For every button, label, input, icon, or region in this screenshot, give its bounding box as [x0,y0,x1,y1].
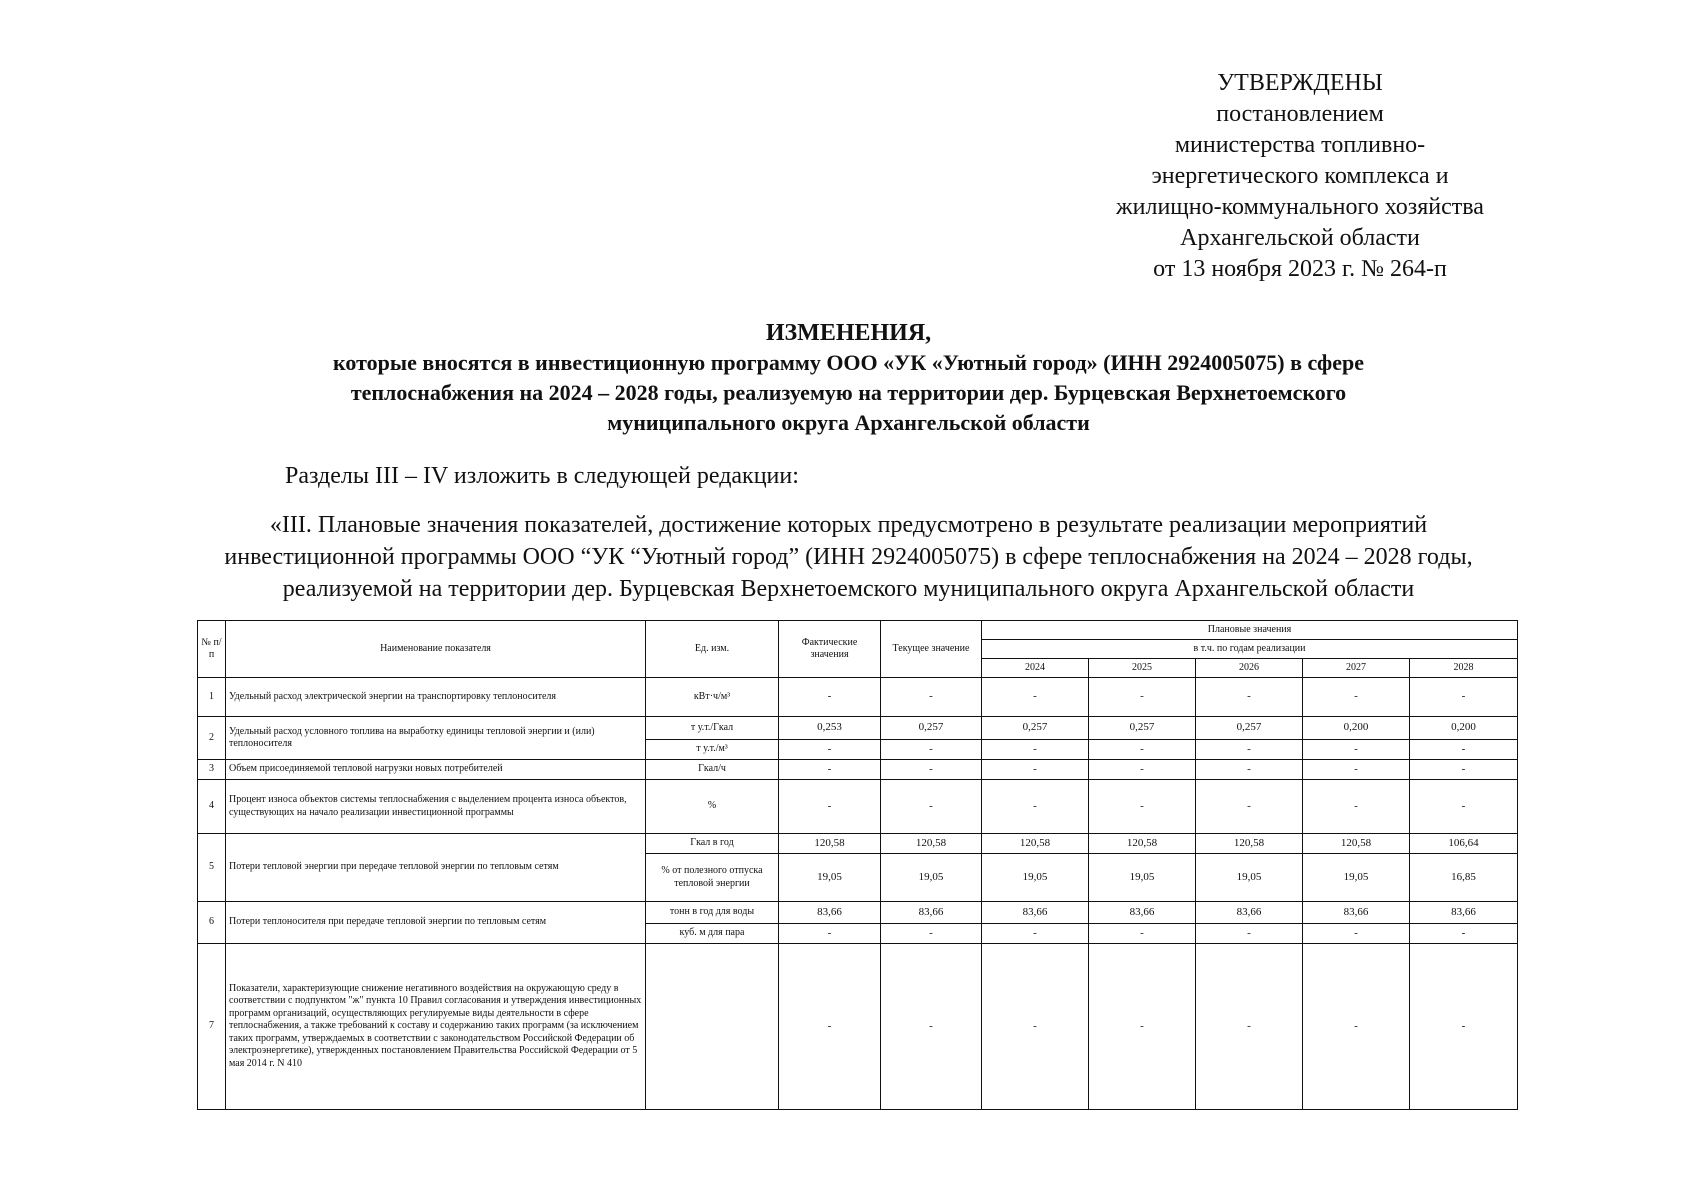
indicators-table [197,620,1518,1110]
cell-value: - [1303,780,1410,834]
cell-value: - [1303,678,1410,717]
cell-value: 0,257 [982,717,1089,740]
row-num: 1 [198,678,226,717]
cell-value: - [779,678,881,717]
cell-value: - [1410,740,1518,760]
header-planned: Плановые значения [982,621,1518,640]
table-row [198,944,1518,1110]
cell-value: 120,58 [1089,834,1196,854]
cell-value: - [881,944,982,1110]
row-unit: % [646,780,779,834]
row-name: Процент износа объектов системы теплоснабжения с выделением процента износа объектов, существующих на начало реализации инвестиционной программы [226,780,646,834]
row-num: 2 [198,717,226,760]
cell-value: - [779,760,881,780]
cell-value: - [1196,944,1303,1110]
table-row [198,678,1518,717]
row-unit: % от полезного отпуска тепловой энергии [646,854,779,902]
approval-line: министерства топливно- [1174,132,1426,158]
cell-value: - [1196,678,1303,717]
cell-value: - [1089,760,1196,780]
title-line: которые вносятся в инвестиционную программу ООО «УК «Уютный город» (ИНН 2924005075) в сфере [333,350,1364,375]
cell-value: - [1089,944,1196,1110]
section-heading-line: «III. Плановые значения показателей, достижение которых предусмотрено в результате реализации мероприятий [269,512,1428,538]
approval-line: от 13 ноября 2023 г. № 264-п [1153,256,1447,282]
row-unit: т у.т./Гкал [646,717,779,740]
table-row [198,760,1518,780]
cell-value: - [1410,924,1518,944]
cell-value: - [881,740,982,760]
header-num: № п/п [198,621,226,678]
cell-value: 83,66 [1410,902,1518,924]
row-unit: Гкал в год [646,834,779,854]
table-row [198,902,1518,924]
header-year: 2025 [1089,659,1196,678]
row-name: Объем присоединяемой тепловой нагрузки новых потребителей [226,760,646,780]
section-heading-line: инвестиционной программы ООО “УК “Уютный город” (ИНН 2924005075) в сфере теплоснабжения на 2024 – 2028 годы, [224,544,1473,570]
approval-stamp-block [1000,68,1600,285]
header-unit: Ед. изм. [646,621,779,678]
cell-value: - [1303,740,1410,760]
header-year: 2028 [1410,659,1518,678]
approval-line: Архангельской области [1180,225,1420,251]
row-name: Удельный расход электрической энергии на транспортировку теплоносителя [226,678,646,717]
cell-value: - [982,944,1089,1110]
cell-value: 120,58 [881,834,982,854]
cell-value: - [1410,760,1518,780]
cell-value: - [881,924,982,944]
row-num: 3 [198,760,226,780]
cell-value: - [1089,780,1196,834]
header-year: 2027 [1303,659,1410,678]
cell-value: 0,200 [1410,717,1518,740]
cell-value: - [1410,780,1518,834]
row-unit: кВт·ч/м³ [646,678,779,717]
cell-value: - [1089,740,1196,760]
row-num: 7 [198,944,226,1110]
header-name: Наименование показателя [226,621,646,678]
title-line: теплоснабжения на 2024 – 2028 годы, реализуемую на территории дер. Бурцевская Верхнетоемского [350,380,1347,405]
cell-value: - [1303,760,1410,780]
section-heading [180,509,1517,605]
cell-value: 106,64 [1410,834,1518,854]
cell-value: 19,05 [1303,854,1410,902]
cell-value: 0,257 [1089,717,1196,740]
approval-line: энергетического комплекса и [1151,163,1449,189]
cell-value: - [982,924,1089,944]
cell-value: 0,257 [881,717,982,740]
cell-value: - [1196,760,1303,780]
cell-value: 83,66 [1303,902,1410,924]
cell-value: 120,58 [779,834,881,854]
cell-value: 83,66 [1089,902,1196,924]
cell-value: - [779,924,881,944]
cell-value: - [982,740,1089,760]
cell-value: - [779,780,881,834]
cell-value: 83,66 [881,902,982,924]
section-heading-line: реализуемой на территории дер. Бурцевская Верхнетоемского муниципального округа Архангельской области [282,576,1415,602]
row-unit [646,944,779,1110]
row-name: Потери тепловой энергии при передаче тепловой энергии по тепловым сетям [226,834,646,902]
cell-value: - [982,760,1089,780]
row-name: Показатели, характеризующие снижение негативного воздействия на окружающую среду в соответствии с подпунктом "ж" пункта 10 Правил согласования и утверждения инвестиционных программ организаций, осуществляющих регулируемые виды деятельности в сфере теплоснабжения, а также требований к составу и содержанию таких программ (за исключением таких программ, утверждаемых в соответствии с законодательством Российской Федерации об электроэнергетике), утвержденных постановлением Правительства Российской Федерации от 5 мая 2014 г. N 410 [226,944,646,1110]
cell-value: - [881,780,982,834]
header-by-years: в т.ч. по годам реализации [982,640,1518,659]
cell-value: - [1410,678,1518,717]
cell-value: - [1196,740,1303,760]
cell-value: - [881,760,982,780]
cell-value: 0,200 [1303,717,1410,740]
cell-value: - [1196,924,1303,944]
cell-value: 19,05 [881,854,982,902]
cell-value: - [1410,944,1518,1110]
cell-value: - [982,678,1089,717]
cell-value: - [1089,678,1196,717]
cell-value: 0,253 [779,717,881,740]
row-unit: Гкал/ч [646,760,779,780]
cell-value: - [1303,944,1410,1110]
row-name: Потери теплоносителя при передаче тепловой энергии по тепловым сетям [226,902,646,944]
cell-value: 120,58 [1196,834,1303,854]
cell-value: 83,66 [1196,902,1303,924]
cell-value: 19,05 [982,854,1089,902]
cell-value: - [1089,924,1196,944]
approval-line: УТВЕРЖДЕНЫ [1217,70,1383,96]
cell-value: 83,66 [779,902,881,924]
row-name: Удельный расход условного топлива на выработку единицы тепловой энергии и (или) теплоносителя [226,717,646,760]
row-num: 6 [198,902,226,944]
cell-value: - [881,678,982,717]
row-num: 5 [198,834,226,902]
intro-paragraph: Разделы III – IV изложить в следующей редакции: [285,463,799,489]
cell-value: - [779,740,881,760]
approval-line: жилищно-коммунального хозяйства [1116,194,1484,220]
cell-value: - [779,944,881,1110]
table-row [198,717,1518,740]
row-unit: куб. м для пара [646,924,779,944]
title-line: муниципального округа Архангельской области [607,410,1090,435]
cell-value: 19,05 [1089,854,1196,902]
cell-value: 19,05 [779,854,881,902]
approval-line: постановлением [1216,101,1384,127]
cell-value: - [982,780,1089,834]
cell-value: 16,85 [1410,854,1518,902]
row-unit: т у.т./м³ [646,740,779,760]
row-unit: тонн в год для воды [646,902,779,924]
table-row [198,834,1518,854]
cell-value: 120,58 [1303,834,1410,854]
cell-value: 19,05 [1196,854,1303,902]
header-year: 2026 [1196,659,1303,678]
cell-value: 120,58 [982,834,1089,854]
header-current: Текущее значение [881,621,982,678]
cell-value: 0,257 [1196,717,1303,740]
row-num: 4 [198,780,226,834]
cell-value: - [1303,924,1410,944]
table-row [198,780,1518,834]
cell-value: 83,66 [982,902,1089,924]
title-main: ИЗМЕНЕНИЯ, [765,320,932,346]
document-title [200,318,1497,438]
cell-value: - [1196,780,1303,834]
header-year: 2024 [982,659,1089,678]
header-actual: Фактические значения [779,621,881,678]
